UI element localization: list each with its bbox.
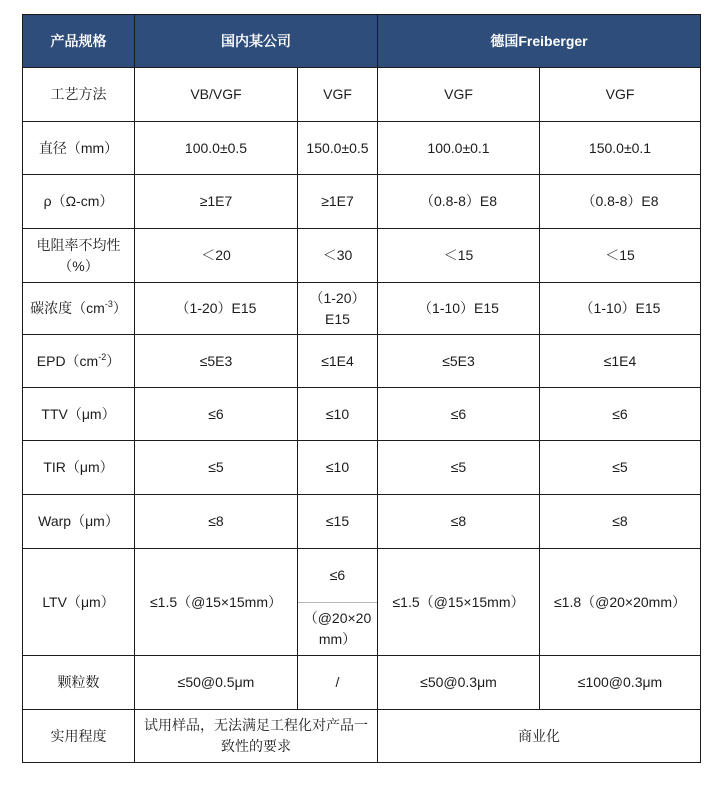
table-cell: （1-20）E15 [135,283,298,335]
split-cell [298,549,378,656]
table-cell: ≤8 [135,495,298,549]
row-label: 直径（mm） [23,122,135,175]
label-text: 碳浓度（cm [30,300,105,316]
row-practicality [23,710,701,763]
table-cell: （1-10）E15 [378,283,540,335]
table-cell: ＜15 [378,229,540,283]
table-cell: 150.0±0.1 [540,122,701,175]
header-freiberger: 德国Freiberger [378,15,701,68]
row-label: 颗粒数 [23,656,135,710]
table-cell: ≤8 [540,495,701,549]
row-epd [23,335,701,388]
row-label: 电阻率不均性（%） [23,229,135,283]
table-cell: ≤50@0.3μm [378,656,540,710]
row-tir [23,441,701,495]
split-cell-bottom: （@20×20mm） [298,602,377,655]
row-label: 实用程度 [23,710,135,763]
row-label: TIR（μm） [23,441,135,495]
domestic-practicality-note: 试用样品，无法满足工程化对产品一致性的要求 [135,710,378,763]
table-cell: 150.0±0.5 [298,122,378,175]
row-particle-count [23,656,701,710]
split-cell-top: ≤6 [329,567,346,583]
row-label: ρ（Ω-cm） [23,175,135,229]
freiberger-practicality-note: 商业化 [378,710,701,763]
spec-comparison-table [22,14,701,763]
table-cell: ≤5E3 [378,335,540,388]
table-cell: ≤10 [298,441,378,495]
table-cell: ≤5 [378,441,540,495]
row-label: LTV（μm） [23,549,135,656]
table-cell: ≤15 [298,495,378,549]
row-label: Warp（μm） [23,495,135,549]
table-cell: VGF [298,68,378,122]
label-text: EPD（cm [36,352,99,369]
table-cell: ≤1.8（@20×20mm） [540,549,701,656]
table-cell: 100.0±0.5 [135,122,298,175]
table-cell: ≤5 [135,441,298,495]
row-ltv [23,549,701,656]
header-row [23,15,701,68]
table-cell: ≤1.5（@15×15mm） [135,549,298,656]
table-cell: VGF [540,68,701,122]
table-cell: ≥1E7 [135,175,298,229]
table-cell: ≥1E7 [298,175,378,229]
table-cell: ≤50@0.5μm [135,656,298,710]
table-cell: （0.8-8）E8 [540,175,701,229]
header-spec: 产品规格 [23,15,135,68]
row-resistivity-uniformity [23,229,701,283]
table-cell: ≤5 [540,441,701,495]
table-cell: ≤6 [135,388,298,441]
row-carbon-concentration [23,283,701,335]
table-cell: ≤6 [540,388,701,441]
table-cell: ＜30 [298,229,378,283]
label-text-end: ） [112,300,127,316]
row-label: TTV（μm） [23,388,135,441]
table-cell: ≤8 [378,495,540,549]
table-cell: / [298,656,378,710]
row-process-method [23,68,701,122]
table-cell: （1-10）E15 [540,283,701,335]
table-cell: ＜20 [135,229,298,283]
table-cell: （1-20）E15 [298,283,378,335]
row-ttv [23,388,701,441]
table-cell: VB/VGF [135,68,298,122]
table-cell: ＜15 [540,229,701,283]
table-cell: ≤10 [298,388,378,441]
row-label [23,283,135,335]
table-cell: ≤100@0.3μm [540,656,701,710]
label-text-end: ） [106,352,121,369]
table-cell: ≤6 [378,388,540,441]
table-cell: VGF [378,68,540,122]
row-resistivity [23,175,701,229]
table-cell: ≤1E4 [298,335,378,388]
label-superscript: -2 [98,351,107,362]
row-label [23,335,135,388]
table-cell: 100.0±0.1 [378,122,540,175]
label-superscript: -3 [104,299,113,309]
table-cell: ≤5E3 [135,335,298,388]
table-cell: ≤1E4 [540,335,701,388]
row-diameter [23,122,701,175]
table-cell: ≤1.5（@15×15mm） [378,549,540,656]
header-domestic-company: 国内某公司 [135,15,378,68]
row-warp [23,495,701,549]
row-label: 工艺方法 [23,68,135,122]
table-cell: （0.8-8）E8 [378,175,540,229]
